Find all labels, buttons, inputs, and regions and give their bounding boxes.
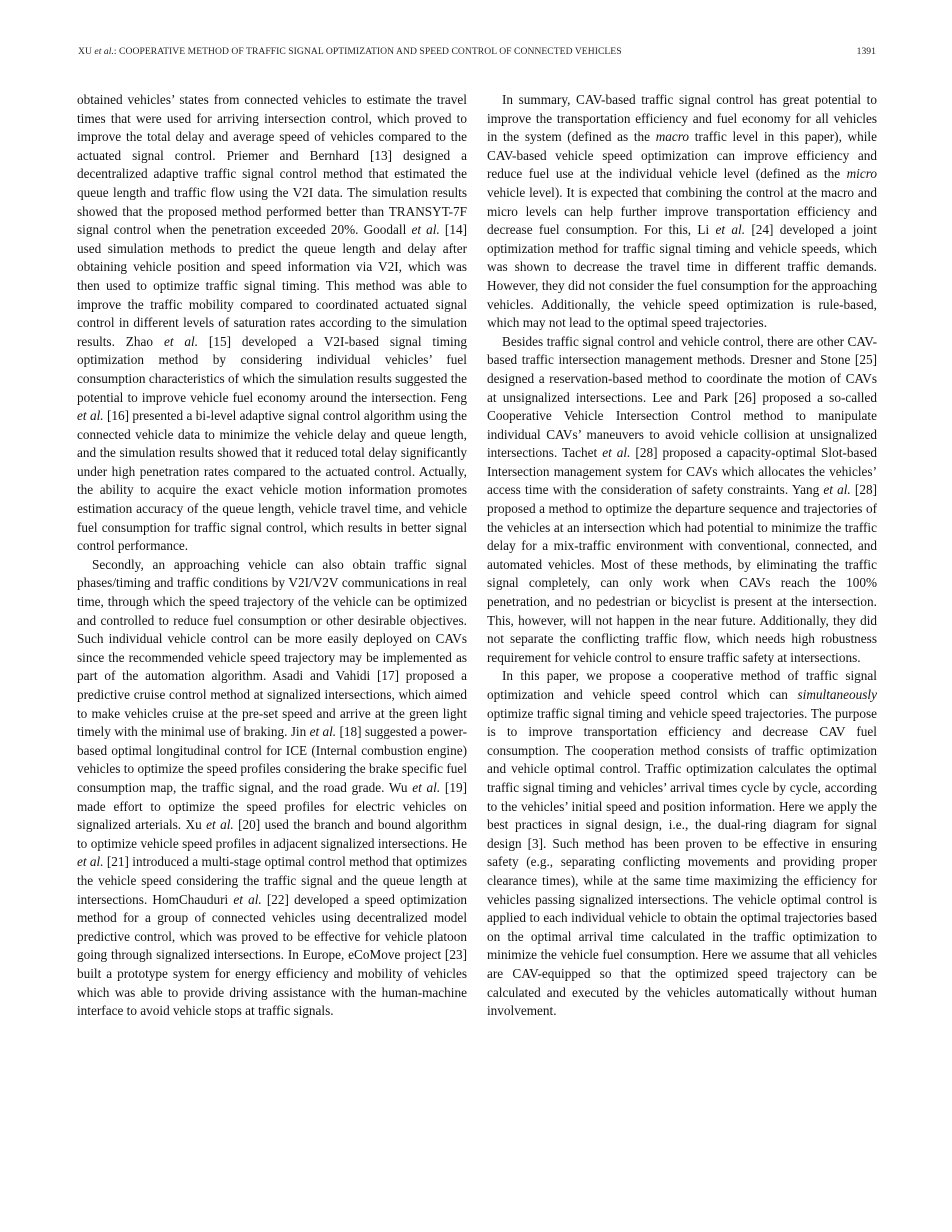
paragraph: Secondly, an approaching vehicle can also obtain traffic signal phases/timing and traffic conditions by V2I/V2V communications in real time, through which the speed trajectory of the vehicle can be optimized and controlled to reduce fuel consumption or other desirable objectives. Such individual vehicle control can be more easily deployed on CAVs since the recommended vehicle speed trajectory may be implemented as part of the automation algorithm. Asadi and Vahidi [17] proposed a predictive cruise control method at signalized intersections, which aimed to make vehicles cruise at the pre-set speed and arrive at the green light timely with the minimal use of braking. Jin et al. [18] suggested a power-based optimal longitudinal control for ICE (Internal combustion engine) vehicles to optimize the speed profiles considering the brake specific fuel consumption map, the traffic signal, and the road grade. Wu et al. [19] made effort to optimize the speed profiles for electric vehicles on signalized arterials. Xu et al. [20] used the branch and bound algorithm to optimize vehicle speed profiles in adjacent signalized intersections. He et al. [21] introduced a multi-stage optimal control method that optimizes the vehicle speed considering the traffic signal and the queue length at intersections. HomChauduri et al. [22] developed a speed optimization method for a group of connected vehicles using decentralized model predictive control, which was proved to be effective for vehicle platoon going through signalized intersections. In Europe, eCoMove project [23] built a prototype system for energy efficiency and mobility of vehicles which was able to provide driving assistance with the human-machine interface to avoid vehicle stops at traffic signals. [77,556,468,1019]
running-header [78,46,876,62]
running-title: XU et al.: COOPERATIVE METHOD OF TRAFFIC SIGNAL OPTIMIZATION AND SPEED CONTROL OF CONNECTED VEHICLES [78,46,622,57]
paragraph: Besides traffic signal control and vehicle control, there are other CAV-based traffic intersection management methods. Dresner and Stone [25] designed a reservation-based method to coordinate the motion of CAVs at unsignalized intersections. Lee and Park [26] proposed a so-called Cooperative Vehicle Intersection Control method to manipulate individual CAVs’ maneuvers to avoid vehicle collision at unsignalized intersections. Tachet et al. [28] proposed a capacity-optimal Slot-based Intersection management system for CAVs which allocates the vehicles’ access time with the consideration of safety constraints. Yang et al. [28] proposed a method to optimize the departure sequence and trajectories of the vehicles at an intersection which had potential to minimize the traffic delay for a mix-traffic environment with conventional, connected, and automated vehicles. Most of these methods, by eliminating the traffic signal completely, can only work when CAVs reach the 100% penetration, and no pedestrian or bicyclist is present at the intersection. This, however, will not happen in the near future. Additionally, they did not separate the conflicting traffic flow, which needs high robustness requirement for vehicle control to ensure traffic safety at intersections. [487,333,877,665]
paragraph: obtained vehicles’ states from connected vehicles to estimate the travel times that were used for arriving intersection control, which proved to improve the total delay and average speed of vehicles compared to the actuated signal control. Priemer and Bernhard [13] designed a decentralized adaptive traffic signal control method that estimated the queue length and traffic flow using the V2I data. The simulation results showed that the proposed method performed better than TRANSYT-7F signal control when the penetration exceeded 20%. Goodall et al. [14] used simulation methods to predict the queue length and delay after obtaining vehicle position and speed information via V2I, which was then used to optimize traffic signal timing. This method was able to improve the traffic mobility compared to coordinated actuated signal control in different levels of saturation rates according to the simulation results. Zhao et al. [15] developed a V2I-based signal timing optimization method by considering individual vehicles’ fuel consumption characteristics of which the simulation results suggested the potential to improve vehicle fuel economy around the intersection. Feng et al. [16] presented a bi-level adaptive signal control algorithm using the connected vehicle data to minimize the vehicle delay and queue length, and the simulation results showed that it reduced total delay significantly under high penetration rates compared to the actuated control. Actually, the ability to acquire the exact vehicle motion information promotes estimation accuracy of the queue length, vehicle travel time, and vehicle fuel consumption for traffic signal control, which results in better signal control performance. [77,92,468,554]
paragraph: In summary, CAV-based traffic signal control has great potential to improve the transportation efficiency and fuel economy for all vehicles in the system (defined as the macro traffic level in this paper), while CAV-based vehicle speed optimization can improve efficiency and reduce fuel use at the individual vehicle level (defined as the micro vehicle level). It is expected that combining the control at the macro and micro levels can help further improve transportation efficiency and decrease fuel consumption. For this, Li et al. [24] developed a joint optimization method for traffic signal timing and vehicle speeds, which was shown to decrease the travel time in different traffic demands. However, they did not consider the fuel consumption for the approaching vehicles. Additionally, the vehicle speed optimization is rule-based, which may not lead to the optimal speed trajectories. [487,92,877,331]
page-number: 1391 [856,46,876,57]
paragraph: In this paper, we propose a cooperative method of traffic signal optimization and vehicle speed control which can simultaneously optimize traffic signal timing and vehicle speed trajectories. The purpose is to improve transportation efficiency and decrease CAV fuel consumption. The cooperation method consists of traffic optimization and vehicle optimal control. Traffic optimization calculates the optimal traffic signal timing and vehicles’ arrival times cycle by cycle, according to the vehicles’ initial speed and position information. Here we apply the best practices in signal design, i.e., the dual-ring diagram for signal design [3]. Such method has been proven to be effective in ensuring safety (e.g., separating conflicting movements and providing proper clearance times), while at the same time maximizing the efficiency for vehicles passing signalized intersections. The vehicle optimal control is applied to each individual vehicle to obtain the optimal trajectories based on the optimal arrival time calculated in the traffic optimization to minimize the vehicle fuel consumption. Here we assume that all vehicles are CAV-equipped so that the optimized speed trajectory can be calculated and executed by the vehicles automatically without human involvement. [487,668,877,1019]
right-column [487,91,877,1021]
left-column [77,91,467,1021]
